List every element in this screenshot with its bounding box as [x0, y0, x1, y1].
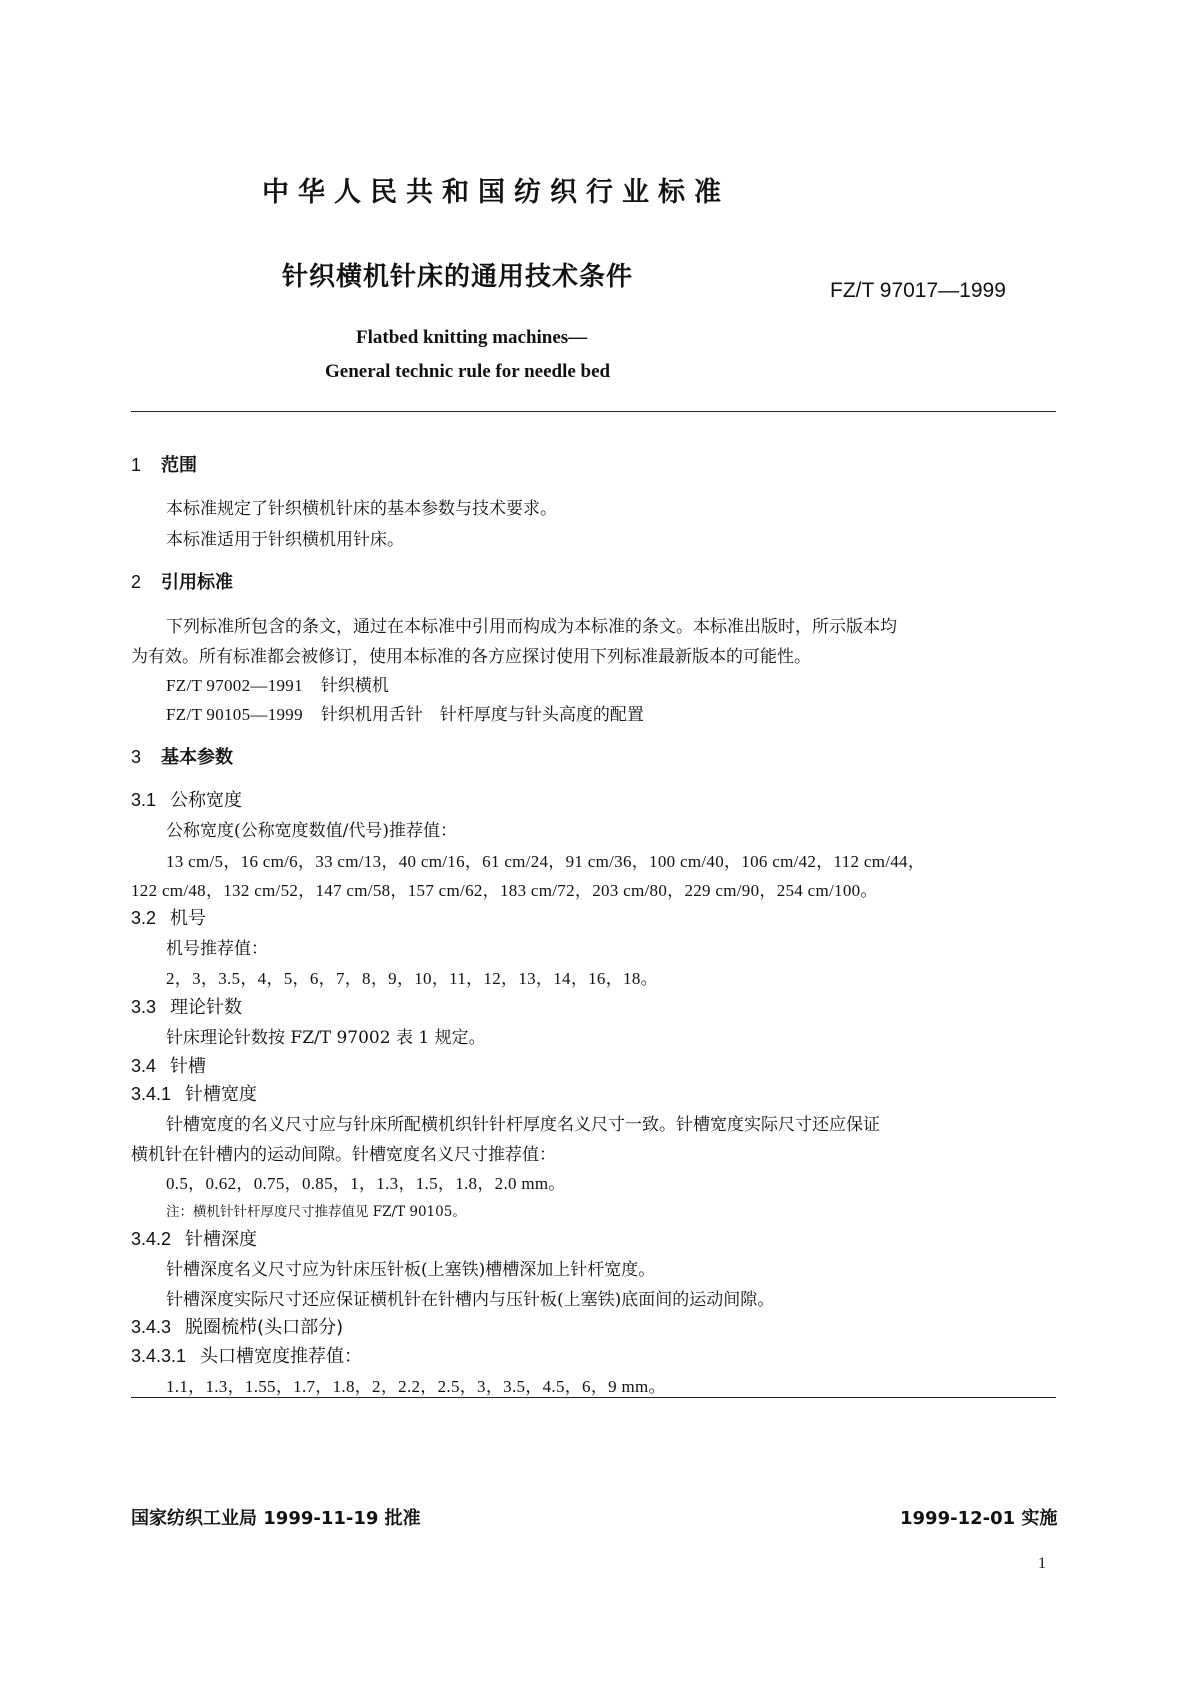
paragraph: 横机针在针槽内的运动间隙。针槽宽度名义尺寸推荐值：: [131, 1145, 556, 1165]
subsection-title: 针槽: [170, 1056, 207, 1077]
subsection-number: 3.4: [131, 1056, 157, 1076]
subsection-3-3-heading: [131, 993, 242, 1019]
document-title: 针织横机针床的通用技术条件: [282, 262, 634, 292]
paragraph: 机号推荐值：: [166, 939, 268, 959]
approval-line: 国家纺织工业局 1999-11-19 批准: [131, 1508, 421, 1529]
section-title: 引用标准: [161, 572, 233, 593]
reference-name: 针织机用舌针 针杆厚度与针头高度的配置: [320, 705, 644, 725]
section-number: 2: [131, 572, 142, 592]
section-title: 基本参数: [161, 747, 233, 768]
value-list: 1.1，1.3，1.55，1.7，1.8，2，2.2，2.5，3，3.5，4.5，6，9 mm。: [166, 1377, 666, 1396]
subsection-number: 3.4.3.1: [131, 1346, 187, 1366]
issuer-heading: 中华人民共和国纺织行业标准: [262, 177, 730, 208]
english-title-line-1: Flatbed knitting machines—: [356, 327, 588, 348]
section-3-heading: [131, 743, 233, 769]
subsection-3-4-heading: [131, 1052, 206, 1078]
value-list: 122 cm/48，132 cm/52，147 cm/58，157 cm/62，183 cm/72，203 cm/80，229 cm/90，254 cm/100。: [131, 881, 878, 900]
section-number: 1: [131, 455, 142, 475]
subsection-title: 针槽深度: [185, 1229, 258, 1250]
subsection-number: 3.4.3: [131, 1317, 172, 1337]
english-title-line-2: General technic rule for needle bed: [325, 361, 611, 382]
paragraph: 为有效。所有标准都会被修订，使用本标准的各方应探讨使用下列标准最新版本的可能性。: [131, 647, 811, 667]
value-list: 13 cm/5，16 cm/6，33 cm/13，40 cm/16，61 cm/24，91 cm/36，100 cm/40，106 cm/42，112 cm/44，: [166, 852, 926, 871]
effective-date: 1999-12-01 实施: [900, 1508, 1058, 1529]
subsection-number: 3.3: [131, 997, 157, 1017]
paragraph: 本标准适用于针织横机用针床。: [166, 530, 404, 550]
paragraph: 针槽深度名义尺寸应为针床压针板(上塞铁)槽槽深加上针杆宽度。: [166, 1260, 656, 1280]
value-list: 2，3，3.5，4，5，6，7，8，9，10，11，12，13，14，16，18。: [166, 969, 658, 988]
subsection-number: 3.4.1: [131, 1084, 172, 1104]
subsection-3-4-1-heading: [131, 1080, 257, 1106]
subsection-number: 3.1: [131, 790, 157, 810]
subsection-number: 3.4.2: [131, 1229, 172, 1249]
footer-divider: [131, 1397, 1056, 1398]
section-1-heading: [131, 451, 197, 477]
subsection-3-2-heading: [131, 904, 206, 930]
subsection-title: 理论针数: [170, 997, 243, 1018]
paragraph: 针槽深度实际尺寸还应保证横机针在针槽内与压针板(上塞铁)底面间的运动间隙。: [166, 1290, 775, 1310]
header-divider: [131, 411, 1056, 412]
subsection-title: 公称宽度: [170, 790, 243, 811]
reference-item: [166, 671, 389, 696]
subsection-3-4-2-heading: [131, 1225, 257, 1251]
subsection-title: 脱圈梳栉(头口部分): [185, 1317, 344, 1338]
subsection-3-4-3-1-heading: [131, 1342, 362, 1368]
paragraph: 针床理论针数按 FZ/T 97002 表 1 规定。: [166, 1028, 486, 1048]
subsection-3-1-heading: [131, 786, 242, 812]
paragraph: 公称宽度(公称宽度数值/代号)推荐值：: [166, 821, 457, 841]
subsection-title: 头口槽宽度推荐值：: [200, 1346, 363, 1367]
paragraph: 下列标准所包含的条文，通过在本标准中引用而构成为本标准的条文。本标准出版时，所示版本均: [166, 617, 897, 637]
subsection-title: 针槽宽度: [185, 1084, 258, 1105]
section-title: 范围: [161, 455, 197, 476]
value-list: 0.5，0.62，0.75，0.85，1，1.3，1.5，1.8，2.0 mm。: [166, 1174, 566, 1193]
reference-code: FZ/T 90105—1999: [166, 705, 303, 724]
section-number: 3: [131, 747, 142, 767]
note: 注：横机针针杆厚度尺寸推荐值见 FZ/T 90105。: [166, 1204, 466, 1220]
subsection-title: 机号: [170, 908, 207, 929]
paragraph: 针槽宽度的名义尺寸应与针床所配横机织针针杆厚度名义尺寸一致。针槽宽度实际尺寸还应保证: [166, 1115, 880, 1135]
page-number: 1: [1038, 1555, 1046, 1572]
subsection-number: 3.2: [131, 908, 157, 928]
section-2-heading: [131, 568, 233, 594]
standard-number: FZ/T 97017—1999: [830, 279, 1006, 302]
reference-item: [166, 700, 644, 725]
paragraph: 本标准规定了针织横机针床的基本参数与技术要求。: [166, 499, 557, 519]
reference-name: 针织横机: [320, 676, 389, 696]
subsection-3-4-3-heading: [131, 1313, 343, 1339]
reference-code: FZ/T 97002—1991: [166, 676, 303, 695]
